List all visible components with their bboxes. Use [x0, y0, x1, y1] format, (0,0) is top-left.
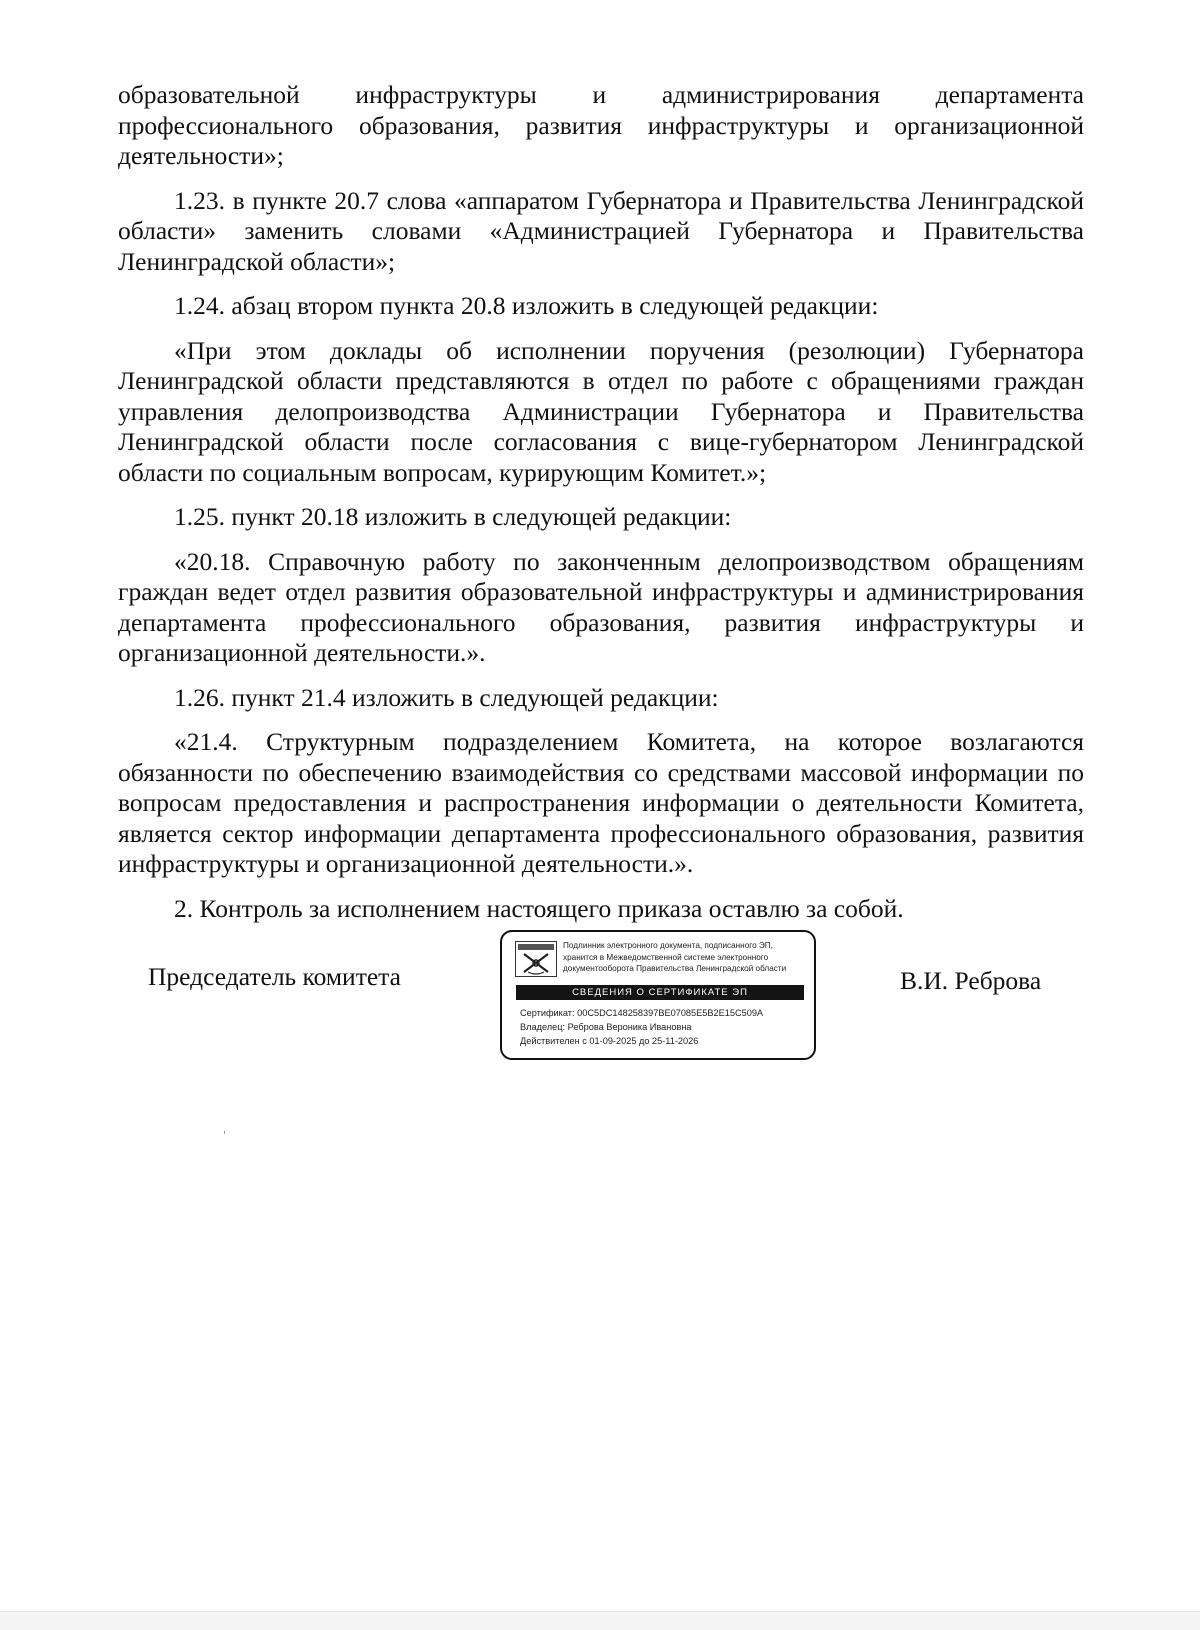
- coat-of-arms-icon: [515, 941, 557, 977]
- certificate-number: Сертификат: 00C5DC148258397BE07085E5B2E15C509A: [520, 1008, 764, 1018]
- certificate-info: [520, 1006, 810, 1048]
- document-body: [118, 80, 1084, 938]
- e-signature-stamp: [500, 930, 816, 1060]
- paragraph-1-25-quote: «20.18. Справочную работу по законченным делопроизводством обращениям граждан ведет отдел развития образовательной инфраструктуры и администрирования департамента профессионального образования, развития инфраструктуры и организационной деятельности.».: [118, 546, 1084, 667]
- stamp-header: СВЕДЕНИЯ О СЕРТИФИКАТЕ ЭП: [516, 985, 804, 1000]
- paragraph-1-26-quote: «21.4. Структурным подразделением Комитета, на которое возлагаются обязанности по обеспечению взаимодействия со средствами массовой информации по вопросам предоставления и распространения информации о деятельности Комитета, является сектор информации департамента профессионального образования, развития инфраструктуры и организационной деятельности.».: [118, 727, 1084, 878]
- signatory-title: Председатель комитета: [148, 962, 401, 991]
- signature-block: [0, 930, 1200, 1070]
- scan-speck: [224, 1131, 225, 1134]
- certificate-owner: Владелец: Реброва Вероника Ивановна: [520, 1022, 692, 1032]
- certificate-validity: Действителен с 01-09-2025 до 25-11-2026: [520, 1036, 699, 1046]
- scan-bottom-edge: [0, 1611, 1200, 1630]
- paragraph-1-26: 1.26. пункт 21.4 изложить в следующей редакции:: [174, 682, 719, 712]
- paragraph-continuation: образовательной инфраструктуры и администрирования департамента профессионального образования, развития инфраструктуры и организационной деятельности»;: [118, 80, 1084, 170]
- paragraph-1-24-quote: «При этом доклады об исполнении поручения (резолюции) Губернатора Ленинградской области представляются в отдел по работе с обращениями граждан управления делопроизводства Администрации Губернатора и Правительства Ленинградской области после согласования с вице-губернатором Ленинградской области по социальным вопросам, курирующим Комитет.»;: [118, 335, 1084, 487]
- paragraph-1-23: 1.23. в пункте 20.7 слова «аппаратом Губернатора и Правительства Ленинградской области» заменить словами «Администрацией Губернатора и Правительства Ленинградской области»;: [118, 185, 1084, 276]
- paragraph-1-25: 1.25. пункт 20.18 изложить в следующей редакции:: [174, 502, 732, 531]
- signatory-name: В.И. Реброва: [900, 966, 1042, 995]
- paragraph-1-24: 1.24. абзац втором пункта 20.8 изложить в следующей редакции:: [174, 291, 879, 320]
- paragraph-2-control: 2. Контроль за исполнением настоящего приказа оставлю за собой.: [174, 893, 904, 923]
- stamp-notice: Подлинник электронного документа, подписанного ЭП, хранится в Межведомственной системе электронного документооборота Правительства Ленинградской области: [563, 941, 787, 973]
